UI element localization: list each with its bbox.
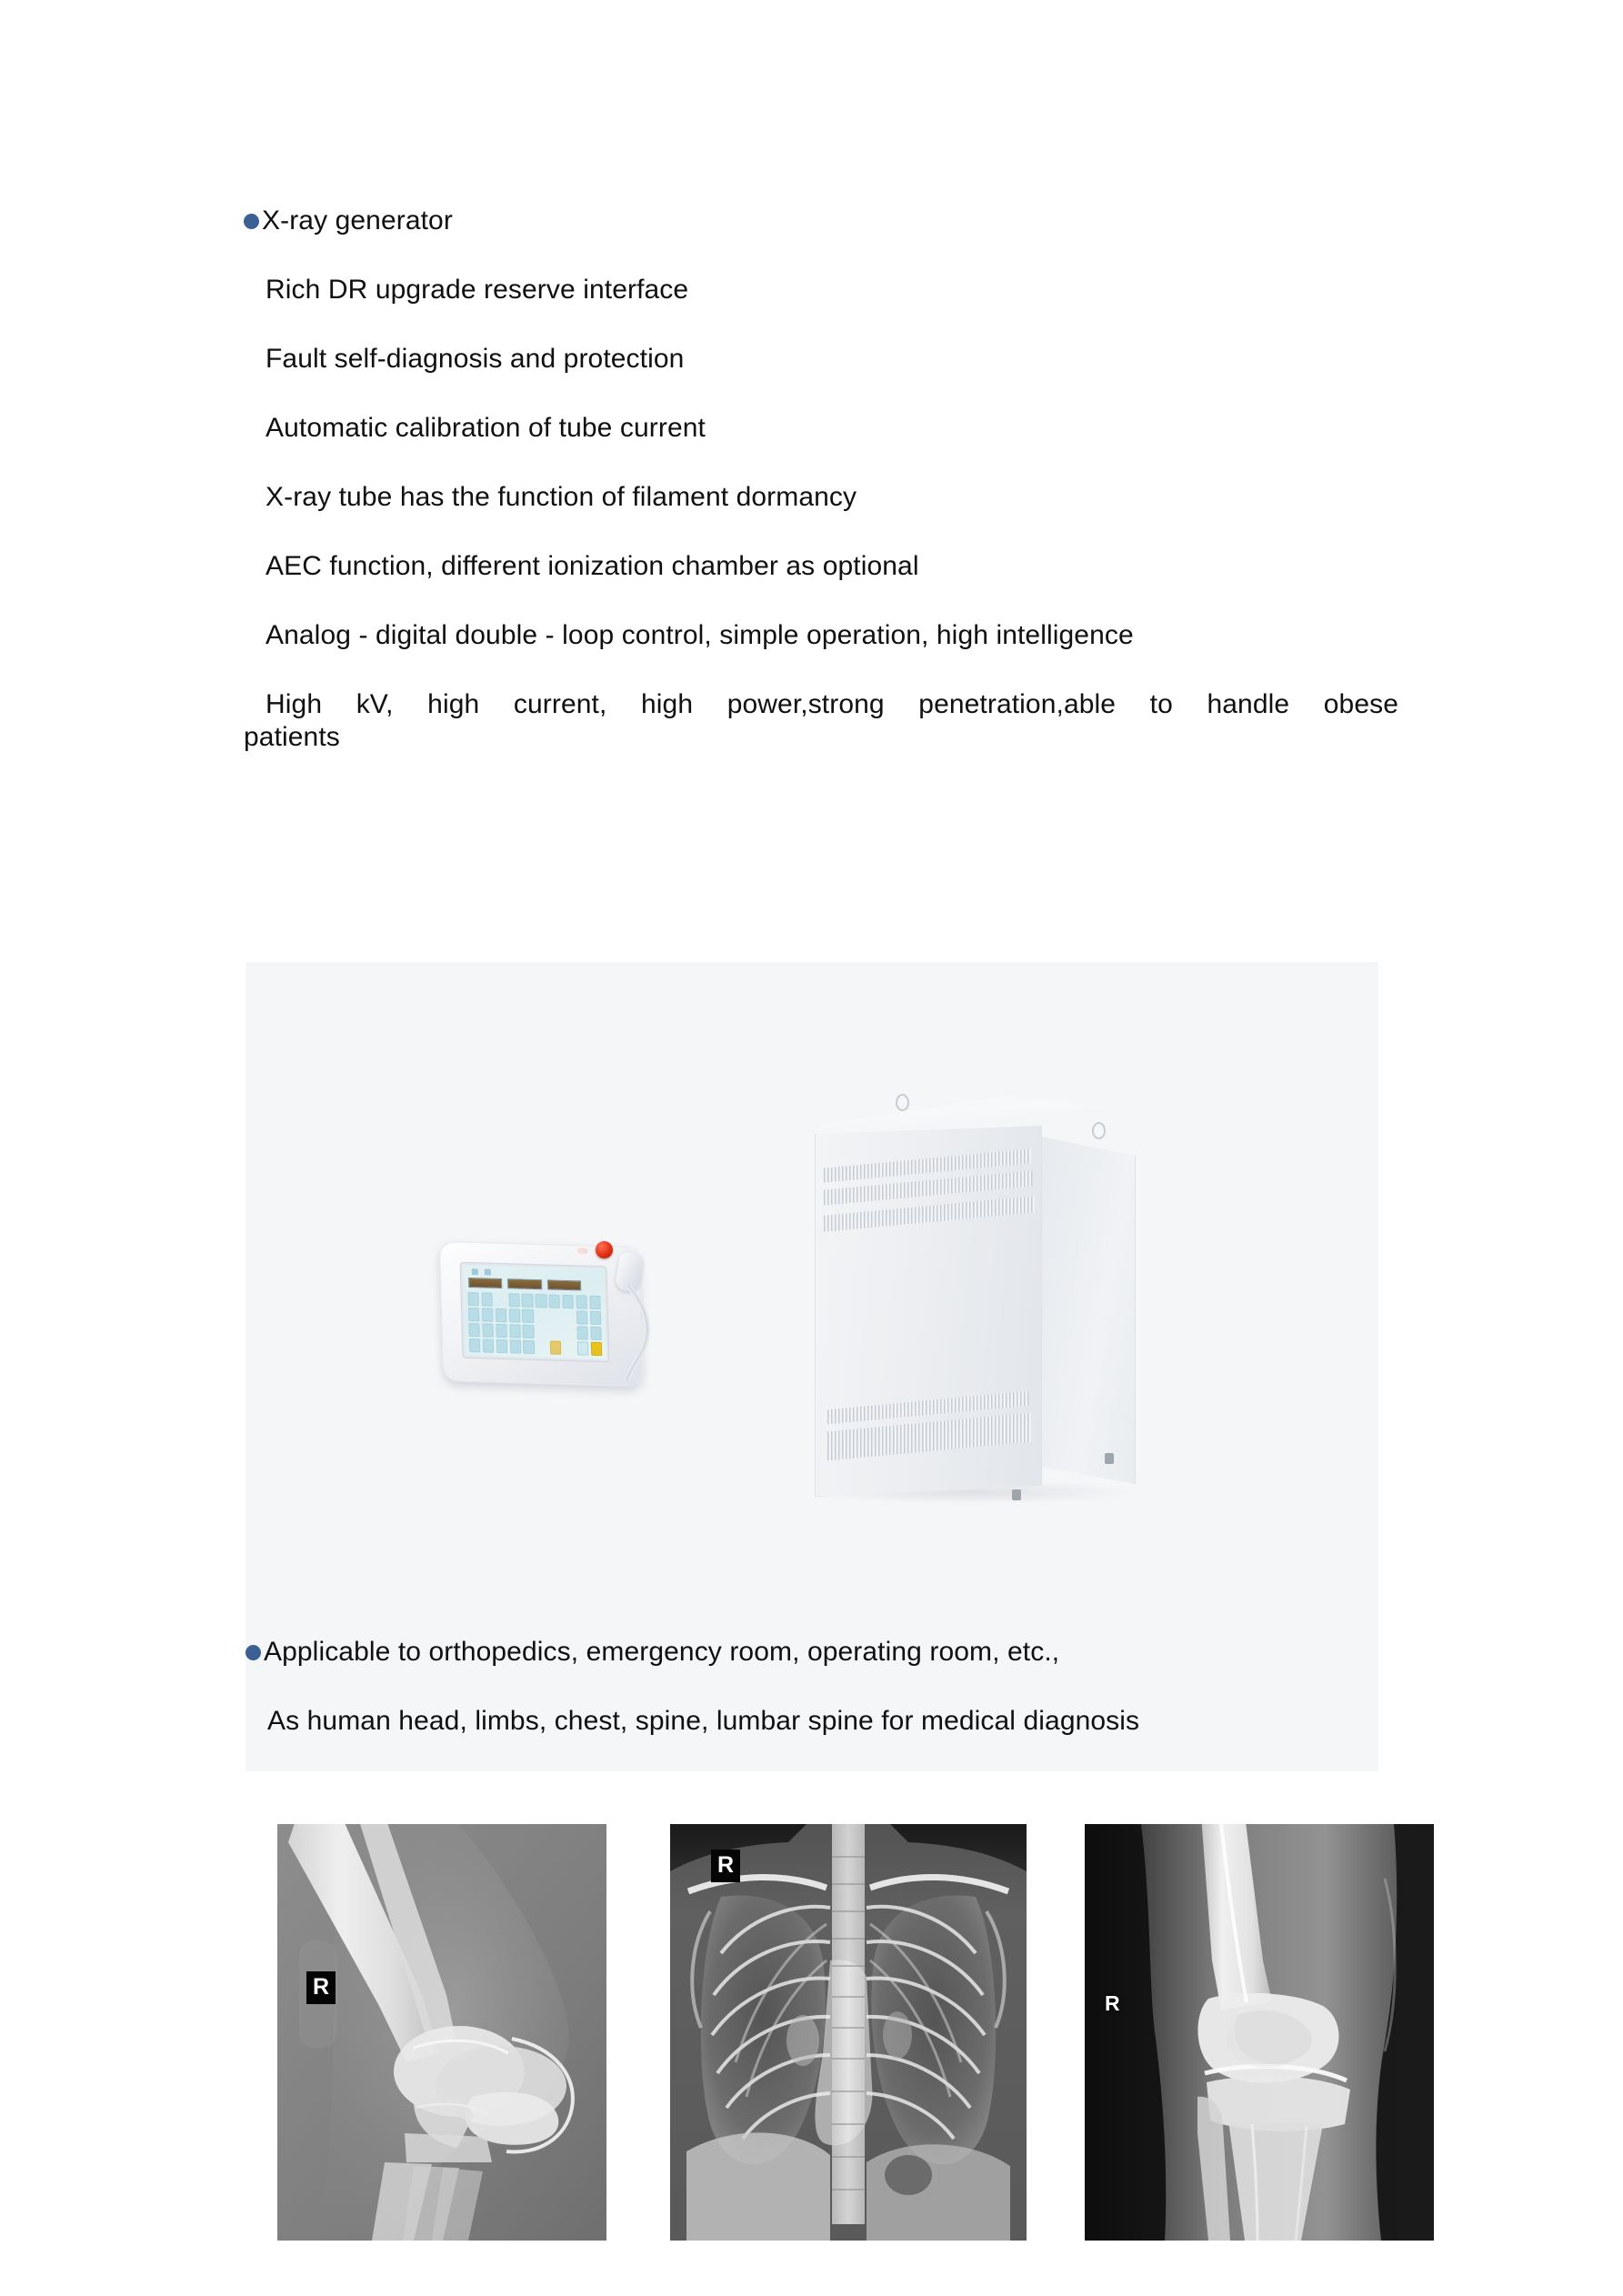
emergency-stop-button-icon	[596, 1241, 613, 1258]
feature-item: AEC function, different ionization chamber as optional	[265, 551, 919, 581]
cabinet-foot	[1105, 1453, 1114, 1464]
keypad-key	[590, 1327, 602, 1340]
keypad-key	[467, 1292, 479, 1306]
emergency-stop-ring	[577, 1248, 588, 1254]
keypad-key	[549, 1294, 561, 1308]
bullet-dot-icon	[244, 214, 259, 229]
control-console-illustration	[436, 1235, 663, 1399]
generator-cabinet-illustration	[791, 1069, 1182, 1535]
feature-item: Automatic calibration of tube current	[265, 413, 706, 443]
feature-item: Fault self-diagnosis and protection	[265, 344, 685, 374]
indicator-icon	[485, 1268, 491, 1275]
keypad-key	[589, 1296, 601, 1309]
feature-item: X-ray tube has the function of filament dormancy	[265, 482, 857, 512]
keypad-spacer	[536, 1309, 547, 1323]
keypad-key	[576, 1295, 587, 1308]
keypad-key	[576, 1327, 588, 1340]
handswitch-cable	[614, 1286, 656, 1380]
keypad-key-grid	[467, 1292, 602, 1356]
xray-side-marker: R	[306, 1971, 336, 2004]
feature-item-justified-tail: patients	[244, 722, 340, 752]
keypad-indicator-icons	[472, 1268, 491, 1276]
indicator-icon	[472, 1268, 478, 1275]
keypad-key	[496, 1339, 508, 1353]
cabinet-foot	[1012, 1489, 1021, 1500]
keypad-key	[536, 1294, 547, 1308]
keypad-key	[522, 1294, 534, 1308]
kv-display	[468, 1278, 503, 1288]
keypad-spacer	[563, 1310, 575, 1324]
keypad-key	[481, 1292, 493, 1306]
keypad-key-exposure	[590, 1342, 602, 1356]
ma-display	[507, 1278, 542, 1289]
keypad-surface	[463, 1265, 607, 1359]
keypad-key	[577, 1342, 589, 1356]
keypad-key-prep	[550, 1341, 562, 1355]
xray-image-chest	[670, 1824, 1027, 2241]
xray-image-gallery	[277, 1824, 1434, 2241]
xray-image-ankle	[277, 1824, 606, 2241]
keypad-key	[468, 1308, 480, 1321]
applications-text-block	[245, 1639, 1378, 1735]
features-text-block	[244, 206, 1398, 752]
keypad-key	[482, 1324, 494, 1338]
keypad-key	[509, 1324, 521, 1338]
bullet-dot-icon	[245, 1645, 261, 1660]
keypad-spacer	[549, 1326, 561, 1339]
xray-side-marker: R	[711, 1850, 740, 1882]
keypad-spacer	[536, 1340, 548, 1354]
keypad-key	[496, 1308, 507, 1322]
keypad-key	[496, 1324, 507, 1338]
keypad-spacer	[549, 1310, 561, 1324]
keypad-key	[590, 1311, 602, 1325]
keypad-key	[523, 1325, 535, 1338]
lifting-eyebolt-icon	[896, 1094, 909, 1111]
feature-item-justified: High kV, high current, high power,strong penetration,able to handle obese	[265, 689, 1398, 719]
application-item: As human head, limbs, chest, spine, lumbar spine for medical diagnosis	[267, 1706, 1140, 1736]
xray-image-knee	[1085, 1824, 1434, 2241]
keypad-key	[562, 1295, 574, 1308]
section-heading-applications	[245, 1639, 1378, 1666]
keypad-key	[576, 1310, 588, 1324]
keypad-spacer	[563, 1326, 575, 1339]
led-display-row	[468, 1278, 599, 1291]
keypad-key	[482, 1308, 494, 1321]
keypad-spacer	[495, 1293, 506, 1307]
section-heading-generator	[244, 207, 1378, 235]
xray-side-marker: R	[1105, 1991, 1120, 2015]
lifting-eyebolt-icon	[1092, 1122, 1106, 1139]
keypad-spacer	[536, 1325, 548, 1338]
keypad-spacer	[564, 1341, 576, 1355]
time-display	[547, 1279, 582, 1290]
feature-item: Rich DR upgrade reserve interface	[265, 275, 689, 305]
keypad-key	[469, 1338, 481, 1352]
keypad-key	[508, 1308, 520, 1322]
section-heading-label: Applicable to orthopedics, emergency room, operating room, etc.,	[264, 1637, 1060, 1667]
keypad-key	[483, 1339, 495, 1353]
keypad-key	[522, 1309, 534, 1323]
keypad-key	[468, 1323, 480, 1337]
product-image-panel	[245, 962, 1378, 1771]
display-legend	[586, 1283, 599, 1288]
feature-item: Analog - digital double - loop control, simple operation, high intelligence	[265, 620, 1134, 650]
keypad-key	[509, 1340, 521, 1354]
console-keypad-panel	[460, 1262, 610, 1363]
cabinet-side-face	[1041, 1137, 1136, 1484]
keypad-key	[523, 1340, 535, 1354]
keypad-key	[508, 1293, 520, 1307]
section-heading-label: X-ray generator	[262, 206, 453, 236]
